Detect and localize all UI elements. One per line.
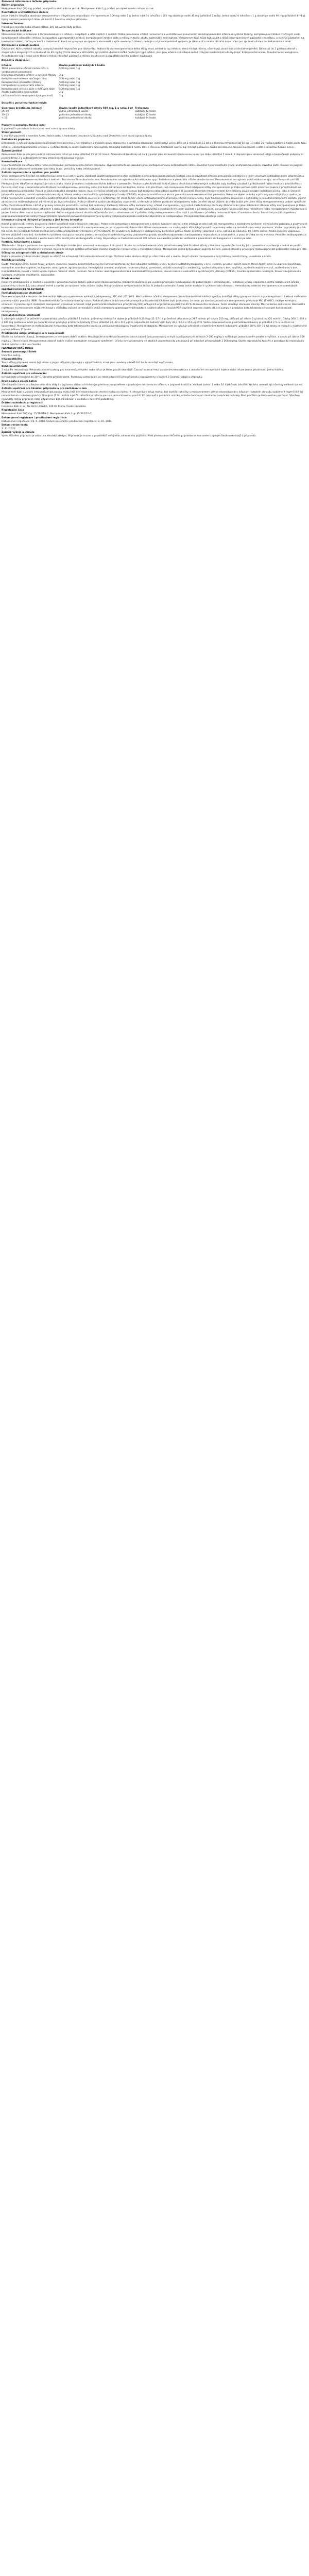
chapter-heading: FARMAKOLOGICKÉ VLASTNOSTI <box>2 289 44 292</box>
dosage-table-cell: 500 mg nebo 1 g <box>59 81 80 84</box>
paragraph-text: Hypersenzitivita na léčivou látku nebo na kteroukoli pomocnou látku tohoto přípravku. Hypersenzitivita na jakoukoli jinou karbapenemovou antibakteriální látku. Závažná hypersenzitivita (např. anafylaktická reakce, závažná kožní reakce) na jakýkoli jiný typ beta-laktamové antibakteriální látky (např. peniciliny nebo cefalosporiny). <box>2 164 303 171</box>
section-heading: Název přípravku <box>2 4 24 7</box>
renal-table-cell: 10–25 <box>2 113 9 116</box>
paragraph-heading: Druh obalu a obsah balení <box>2 380 38 383</box>
dosage-table-cell: Komplikované infekce kůže a měkkých tkání <box>2 88 55 91</box>
paragraph-heading: Předávkování <box>2 277 20 280</box>
renal-table-column-header: Frekvence <box>134 107 149 110</box>
dosage-table-row <box>2 78 107 81</box>
dosage-table-row <box>2 91 107 95</box>
section-text: Dávkování: Níže uvedené tabulky poskytují obecné doporučení pro dávkování. Podaná dávka meropenemu a délka léčby musí zohlednit typ infekce, která má být léčena, včetně její závažnosti a klinické odpovědi. Dávka až do 2 g třikrát denně u dospělých a dospívajících a dávka až do 40 mg/kg třikrát denně u dětí může být zvláště vhodná k léčbě některých typů infekcí, jako jsou infekce způsobené méně citlivými bakteriálními druhy (např. Enterobacteriaceae, Pseudomonas aeruginosa, Acinetobacter spp.) nebo velmi těžké infekce. Při léčbě pacientů s renální insuficiencí je zapotřebí dalšího zvážení dávkování. <box>2 48 299 58</box>
paragraph-text: Relativní předávkování je možné u pacientů s poruchou funkce ledvin, pokud není dávka upravena. Omezené zkušenosti po uvedení přípravku na trh ukazují, že pokud dojde k předávkování, nežádoucí účinky odpovídají profilu nežádoucích účinků popsanému v bodě 4.8, jsou obecně mírné a vymizí po vysazení nebo snížení dávky. Má být zvážena symptomatická léčba. U jedinců s normální funkcí ledvin dochází k rychlé renální eliminaci. Hemodialýza odstraní meropenem a jeho metabolit. <box>2 281 299 288</box>
paragraph-text: Meropenem Kabi k podání intravenózní bolusovou injekcí má být rekonstituován sterilní vodou na injekci. K intravenózní infuzi mohou být injekční lahvičky s meropenemem přímo rekonstituovány infuzním roztokem chloridu sodného 9 mg/ml (0,9 %) nebo infuzním roztokem glukózy 50 mg/ml (5 %). Každá injekční lahvička je určena pouze k jednorázovému použití. Při přípravě a podávání roztoku je třeba dodržovat standardní aseptické techniky. Před použitím je třeba roztok protřepat. Všechen nepoužitý léčivý přípravek nebo odpad musí být zlikvidován v souladu s místními požadavky. <box>2 391 303 401</box>
paragraph-heading: Datum revize textu <box>2 423 28 427</box>
paragraph-heading: Předklinické údaje vztahující se k bezpečnosti <box>2 332 64 335</box>
dosage-table-cell: 500 mg nebo 1 g <box>59 84 80 88</box>
paragraph-text: Datum první registrace: 19. 5. 2010. Datum posledního prodloužení registrace: 8. 10. 2014. <box>2 420 113 423</box>
paragraph-text: Nebyly provedeny žádné studie týkající se účinků na schopnost řídit nebo obsluhovat stroje. Při řízení nebo obsluze strojů je však třeba vzít v úvahu, že při užívání meropenemu byly hlášeny bolesti hlavy, parestezie a křeče. <box>2 256 272 259</box>
section-text: Meropenem Kabi je indikován k léčbě následujících infekcí u dospělých a dětí starších 3 měsíců: těžká pneumonie včetně nemocniční a ventilátorové pneumonie; bronchopulmonální infekce u cystické fibrózy; komplikované infekce močových cest; komplikované nitrobřišní infekce; intrapartální a postpartální infekce; komplikované infekce kůže a měkkých tkání; akutní bakteriální meningitida. Meropenem Kabi může být použit k léčbě neutropenických pacientů s horečkou, u nichž je podezření na bakteriální infekci. Léčba pacientů s bakteriemií, která se vyskytuje ve spojení s kteroukoli z výše uvedených infekcí, nebo je s ní pravděpodobně spojena. Je třeba vzít v úvahu oficiální doporučení pro správné užívání antibakteriálních látek. <box>2 33 304 44</box>
dosage-table-column-header: Infekce <box>2 64 12 67</box>
paragraph-text: Studie na zvířatech ukazují, že meropenem je ledvinami dobře snášen. Histologické známky poškození renálních tubulů byly pozorovány u myší a psů pouze při dávkách 2 000 mg/kg a vyšších po jednorázovém podání a vyšších, a u opic při dávce 500 mg/kg v 7denní studii. Meropenem je obecně dobře snášen centrálním nervovým systémem. Účinky byly pozorovány ve studiích akutní toxicity u hlodavců při dávkách přesahujících 1 000 mg/kg. Studie reprodukční toxicity a genotoxicity neprokázaly žádné zvláštní riziko pro člověka. <box>2 336 305 346</box>
dosage-table-cell: 2 g <box>59 91 63 94</box>
dosage-table-cell: 2 g <box>59 74 63 77</box>
dosage-table-cell: 500 mg nebo 1 g <box>59 88 80 91</box>
paragraph-text: U pacientů s poruchou funkce jater není nutná úprava dávky. <box>2 128 76 131</box>
paragraph-heading: Účinky na schopnost řídit a obsluhovat stroje <box>2 252 64 255</box>
section-heading: Terapeutické indikace <box>2 29 31 32</box>
paragraph-text: Tento léčivý přípravek nesmí být mísen s jinými léčivými přípravky s výjimkou těch, které jsou uvedeny v bodě 6.6 Souhrnu údajů o přípravku. <box>2 362 174 365</box>
dosage-table-cell: 500 mg nebo 1 g <box>59 77 80 80</box>
paragraph-text: Farmakoterapeutická skupina: antibakteriální látky pro systémovou aplikaci, karbapenemy, ATC kód: J01DH02. Mechanismus účinku: Meropenem působí baktericidně inhibicí syntézy buněčné stěny grampozitivních a gramnegativních bakterií vazbou na proteiny vážící penicilin (PBP). Farmakokinetický/farmakodynamický vztah: Podobně jako u jiných beta-laktamových antibakteriálních látek bylo prokázáno, že doba, po kterou koncentrace meropenemu přesahuje MIC (T>MIC), nejlépe koreluje s účinností. V preklinických modelech meropenem vykazoval účinnost, když plazmatické koncentrace převyšovaly MIC infikujících organismů po přibližně 40 % dávkovacího intervalu. Tento cíl nebyl stanoven klinicky. Mechanismus rezistence: Bakteriální rezistence na meropenem může vzniknout v důsledku snížené permeability vnější membrány gramnegativních bakterií, snížené afinity cílových PBP, zvýšené exprese složek efluxní pumpy a produkce beta-laktamáz schopných hydrolyzovat karbapenemy. <box>2 296 307 313</box>
dosage-table-row <box>2 95 107 98</box>
renal-table-cell: každých 24 hodin <box>134 117 157 120</box>
renal-table-cell: každých 12 hodin <box>134 113 157 116</box>
paragraph-heading: Registrační čísla <box>2 409 24 412</box>
renal-table-column-header: Clearance kreatininu (ml/min) <box>2 107 42 110</box>
dosage-table-cell: Těžká pneumonie včetně nemocniční a ventilátorové pneumonie <box>2 67 49 74</box>
dosage-table-cell: Akutní bakteriální meningitida <box>2 91 38 94</box>
section-heading: Lékovou formou <box>2 22 24 25</box>
paragraph-heading: Držitel rozhodnutí o registraci <box>2 402 43 405</box>
paragraph-heading: Způsob podání <box>2 149 22 152</box>
paragraph-text: Děti mladší 3 měsíců: Bezpečnost a účinnost meropenemu u dětí mladších 3 měsíců nebyly stanoveny a optimální dávkovací režim nebyl určen. Děti od 3 měsíců do 11 let a s tělesnou hmotností do 50 kg: 10 nebo 20 mg/kg každých 8 hodin podle typu infekce, u bronchopulmonální infekce u cystické fibrózy a akutní bakteriální meningitidy 40 mg/kg každých 8 hodin. Děti s tělesnou hmotností nad 50 kg: má být podávána dávka pro dospělé. Nejsou zkušenosti u dětí s poruchou funkce ledvin. <box>2 142 307 149</box>
paragraph-text: Časté: trombocytemie, bolest hlavy, průjem, zvracení, nauzea, bolest břicha, zvýšení aminotransferáz, zvýšení alkalické fosfatázy v krvi, zvýšení laktátdehydrogenázy v krvi, vyrážka, pruritus, zánět, bolest. Méně časté: orální a vaginální kandidóza, eozinofilie, trombocytopenie, leukopenie, neutropenie, agranulocytóza, hemolytická anemie, anafylaxe, hypersenzitivita, parestezie, kolitida související s antibiotiky, zvýšení bilirubinu v krvi, kopřivka, zvýšení kreatininu v krvi, zvýšení urey v krvi, tromboflebitida, bolest v místě vpichu injekce. Vzácné: křeče, delirium. Není známo: akutní generalizovaná exantematózní pustulóza, léková reakce s eozinofilií a systémovými příznaky (DRESS), toxická epidermální nekrolýza, Stevensův-Johnsonův syndrom, erythema multiforme, angioedém. <box>2 263 302 277</box>
dosage-table-cell: Bronchopulmonální infekce u cystické fibrózy <box>2 74 57 77</box>
section-text: Prášek pro injekční nebo infuzní roztok. Bílý až světle žlutý prášek. <box>2 26 82 29</box>
renal-table-row <box>2 110 158 114</box>
renal-table-cell: každých 12 hodin <box>134 110 157 113</box>
paragraph-text: Těhotenství: Údaje o podávání meropenemu těhotným ženám jsou omezené nebo nejsou k dispozici. Studie na zvířatech nenaznačují přímé nebo nepřímé škodlivé účinky z hlediska reprodukční toxicity. Jako preventivní opatření je vhodné se použití meropenemu během těhotenství vyhnout. Kojení: U lidí byla zjištěna přítomnost malého množství meropenemu v mateřském mléce. Meropenem nemá být používán kojícími ženami, pokud případný přínos pro matku nepřeváží potenciální riziko pro dítě. <box>2 245 307 251</box>
renal-table-cell: < 10 <box>2 117 8 120</box>
dosage-table <box>2 64 107 98</box>
paragraph-heading: Seznam pomocných látek <box>2 350 37 353</box>
dosage-table-cell: 1 g <box>59 94 63 97</box>
paragraph-heading: Nežádoucí účinky <box>2 259 26 262</box>
paragraph-text: U starších pacientů s normální funkcí ledvin nebo s hodnotami clearance kreatininu nad 50 ml/min není nutná úprava dávky. <box>2 135 152 138</box>
dosage-table-column-header: Dávka podávaná každých 8 hodin <box>59 64 105 67</box>
paragraph-heading: Pacienti s poruchou funkce jater <box>2 124 46 127</box>
renal-table-cell: polovina jednotkové dávky <box>59 117 92 120</box>
paragraph-heading: Inkompatibility <box>2 358 23 361</box>
section-text: Meropenem Kabi 500 mg prášek pro injekční nebo infuzní roztok. Meropenem Kabi 1 g prášek pro injekční nebo infuzní roztok. <box>2 8 154 11</box>
renal-table-column-header: Dávka (podle jednotkové dávky 500 mg, 1 g nebo 2 g) <box>59 107 133 110</box>
dosage-table-row <box>2 67 107 74</box>
paragraph-text: U zdravých subjektů je průměrný plazmatický poločas přibližně 1 hodina; průměrný distribuční objem je přibližně 0,25 l/kg (11–27 l) a průměrná clearance je 287 ml/min při dávce 250 mg, přičemž při dávce 2 g klesá na 205 ml/min. Dávky 500, 1 000 a 2 000 mg podávané infuzí po dobu 30 minut poskytují průměrné hodnoty Cmax přibližně 23, 49 a 115 µg/ml, odpovídající hodnoty AUC byly 39,3, 62,3 a 153 µg.h/ml. Vazba meropenemu na plazmatické bílkoviny je přibližně 2 % a nezávisí na koncentraci. Meropenem je metabolizován hydrolýzou beta-laktamového kruhu za vzniku mikrobiologicky inaktivního metabolitu. Meropenem se vylučuje převážně v nezměněné formě ledvinami; přibližně 70 % (50–75 %) dávky se vyloučí v nezměněné podobě během 12 hodin. <box>2 317 307 332</box>
paragraph-heading: Zvláštní opatření pro uchovávání <box>2 372 47 376</box>
paragraph-text: 3 roky. Po rekonstituci: Rekonstituované roztoky pro intravenózní injekci nebo infuzi je třeba použít okamžitě. Časový interval mezi zahájením rekonstituce a ukončením intravenózní injekce nebo infuze nemá přesáhnout jednu hodinu. <box>2 369 284 372</box>
paragraph-heading: Farmakokinetické vlastnosti <box>2 314 40 317</box>
paragraph-heading: Zvláštní opatření pro likvidaci přípravku a pro zacházení s ním <box>2 387 87 390</box>
chapter-heading: FARMACEUTICKÉ ÚDAJE <box>2 347 33 350</box>
paragraph-text: 20ml injekční lahvička z bezbarvého skla třídy I s pryžovou zátkou a hliníkovým pertlovacím uzávěrem s plastovým odtrhovacím víčkem, v papírové krabičce. Velikost balení: 1 nebo 10 injekčních lahviček. Na trhu nemusí být všechny velikosti balení. <box>2 383 303 386</box>
renal-table-cell: jedna jednotková dávka <box>59 110 89 113</box>
paragraph-heading: Interakce s jinými léčivými přípravky a jiné formy interakce <box>2 219 83 222</box>
paragraph-text: Výdej léčivého přípravku je vázán na lékařský předpis. Přípravek je hrazen z prostředků veřejného zdravotního pojištění. Před předepsáním léčivého přípravku se seznamte s úplným Souhrnem údajů o přípravku. <box>2 434 256 437</box>
paragraph-text: Meropenem Kabi se obvykle podává intravenózní infuzí po dobu přibližně 15 až 30 minut. Alternativně lze dávky až do 1 g podat jako intravenózní bolusovou injekci po dobu přibližně 5 minut. K dispozici jsou omezené údaje o bezpečnosti podporující podání dávky 2 g u dospělých formou intravenózní bolusové injekce. <box>2 153 303 160</box>
paragraph-heading: Zvláštní upozornění a opatření pro použití <box>2 172 59 175</box>
section-heading: Kvalitativní a kvantitativní složení <box>2 11 48 14</box>
paragraph-text: Výběr meropenemu k léčbě jednotlivého pacienta musí vzít v úvahu vhodnost použití karbapenemového antibakteriálního přípravku na základě faktorů, jako je závažnost infekce, prevalence rezistence k jiným vhodným antibakteriálním přípravkům a riziko selekce karbapenem-rezistentních bakterií. Rezistence Enterobacteriaceae, Pseudomonas aeruginosa a Acinetobacter spp.: Rezistence k penemům u Enterobacteriaceae, Pseudomonas aeruginosa a Acinetobacter spp. se v Evropské unii liší. Předepisujícím lékařům se doporučuje vzít v úvahu místní prevalenci rezistence těchto bakterií k penemům. Reakce z přecitlivělosti: Stejně jako u všech beta-laktamových antibiotik byly hlášeny závažné a příležitostně fatální reakce z přecitlivělosti. Pacienti, kteří mají v anamnéze přecitlivělost na karbapenemy, peniciliny nebo jiná beta-laktamová antibiotika, mohou být přecitlivělí i na meropenem. Před zahájením léčby meropenemem je třeba pečlivě zjistit předchozí reakce z přecitlivělosti na beta-laktamová antibiotika. Pokud se objeví závažná alergická reakce, musí být léčivý přípravek vysazen a musí být zahájena odpovídající opatření. U pacientů léčených meropenemem byly hlášeny závažné kožní nežádoucí účinky, jako je Stevens-Johnsonův syndrom, toxická epidermální nekrolýza, léková reakce s eozinofilií a systémovými příznaky (DRESS), erythema multiforme a akutní generalizovaná exantematózní pustulóza. Pokud se objeví známky a příznaky naznačující tyto reakce, je třeba meropenem okamžitě vysadit a zvážit alternativní léčbu. Kolitida související s antibiotiky: Při léčbě téměř všemi antibakteriálními přípravky, včetně meropenemu, byla hlášena kolitida související s antibiotiky a pseudomembranózní kolitida, jejichž závažnost se může pohybovat od mírné až po život ohrožující. Proto je důležité zvážit tuto diagnózu u pacientů, u kterých se během podávání meropenemu nebo po něm objeví průjem. Je třeba zvážit přerušení léčby meropenemem a podání specifické léčby Clostridium difficile. Léčivé přípravky inhibující peristaltiku nemají být podávány. Záchvaty: Během léčby karbapenemy, včetně meropenemu, byly méně často hlášeny záchvaty. Monitorování jaterních funkcí: Během léčby meropenemem je třeba pečlivě sledovat jaterní funkce vzhledem k riziku hepatotoxicity (jaterní dysfunkce s cholestázou a cytolýzou). Použití u pacientů s onemocněním jater: pacienti s již existujícími poruchami funkce jater mají mít během léčby meropenemem monitorovány jaterní funkce. Není nutná úprava dávkování. Přímá antiglobulinová zkouška (Coombsův test) – sérokonverze: V průběhu léčby meropenemem může dojít k pozitivnímu přímému nebo nepřímému Coombsovu testu. Souběžné použití s kyselinou valproovou/valproátem sodným/valpromidem: Současné podávání meropenemu a kyseliny valproové/valproátu sodného/valpromidu se nedoporučuje. Meropenem Kabi obsahuje sodík. <box>2 175 307 218</box>
renal-table <box>2 107 158 121</box>
dosage-table-cell: Intrapartální a postpartální infekce <box>2 84 44 88</box>
paragraph-heading: Datum první registrace / prodloužení registrace <box>2 416 67 419</box>
dosage-table-title: Dospělí a dospívající <box>2 59 30 62</box>
dosage-table-cell: Komplikované infekce močových cest <box>2 77 47 80</box>
paragraph-heading: Starší pacienti <box>2 131 22 134</box>
document-title: Zkrácené informace o léčivém přípravku <box>2 1 57 3</box>
dosage-table-row <box>2 74 107 78</box>
paragraph-heading: Doba použitelnosti <box>2 365 27 368</box>
section-text: Jedna injekční lahvička obsahuje meropenemum trihydricum odpovídající meropenemum 500 mg nebo 1 g. Jedna injekční lahvička s 500 mg obsahuje sodík 45 mg (přibližně 2 mEq). Jedna injekční lahvička s 1 g obsahuje sodík 90 mg (přibližně 4 mEq). Úplný seznam pomocných látek viz bod 6.1 Souhrnu údajů o přípravku. <box>2 15 306 22</box>
dosage-table-row <box>2 84 107 88</box>
paragraph-heading: Fertilita, těhotenství a kojení <box>2 241 42 244</box>
paragraph-heading: Pediatrická populace <box>2 139 30 142</box>
section-heading: Dávkování a způsob podání <box>2 44 39 47</box>
paragraph-heading: Způsob výdeje a úhrada <box>2 431 35 434</box>
renal-table-cell: polovina jednotkové dávky <box>59 113 92 116</box>
paragraph-text: Meropenem Kabi 500 mg: 15/390/10-C. Meropenem Kabi 1 g: 15/391/10-C. <box>2 413 93 416</box>
renal-table-row <box>2 117 158 121</box>
document-body <box>0 0 309 441</box>
paragraph-text: Kromě probenecidu nebyly provedeny žádné specifické studie lékových interakcí. Probenecid kompetuje s meropenemem o aktivní tubulární sekreci a tím inhibuje renální exkreci meropenemu s následným zvýšením eliminačního poločasu a plazmatické koncentrace meropenemu. Pokud je probenecid podáván souběžně s meropenemem, je nutná opatrnost. Potenciální účinek meropenemu na vazbu jiných léčivých přípravků na proteiny nebo na metabolismus nebyl studován. Vazba na proteiny je však tak nízká, že na základě tohoto mechanismu nelze předpokládat interakci s jinými látkami. Při souběžném podávání s karbapenemy byl hlášen pokles hladin kyseliny valproové v krvi, což má za následek 60–100% snížení hladin kyseliny valproové během přibližně dvou dnů. Vzhledem k rychlému nástupu a rozsahu poklesu se současné podávání kyseliny valproové/valproátu sodného/valpromidu s karbapenemy nepovažuje za zvladatelné, a proto je třeba se mu vyhnout. Perorální antikoagulancia: Současné podávání antibiotik s warfarinem může zesílit jeho antikoagulační účinky. Doporučuje se často kontrolovat INR během současného podávání antibiotik s perorálními antikoagulancii a krátce po něm. <box>2 223 307 240</box>
dosage-table-cell: Komplikované nitrobřišní infekce <box>2 81 41 84</box>
dosage-table-cell: 500 mg nebo 1 g <box>59 67 80 71</box>
renal-table-cell: 26–50 <box>2 110 9 113</box>
paragraph-text: Fresenius Kabi s.r.o., Na Strži 1702/65, 140 00 Praha, Česká republika. <box>2 405 87 409</box>
renal-table-title: Dospělí s poruchou funkce ledvin <box>2 101 47 105</box>
paragraph-text: Uchovávejte při teplotě do 30 °C. Chraňte před mrazem. Podmínky uchovávání po rekonstituci léčivého přípravku jsou uvedeny v bodě 6.3 Souhrnu údajů o přípravku. <box>2 376 203 379</box>
paragraph-heading: Farmakodynamické vlastnosti <box>2 292 42 295</box>
dosage-table-cell: Léčba febrilních neutropenických pacientů <box>2 94 53 97</box>
paragraph-heading: Kontraindikace <box>2 160 22 163</box>
paragraph-text: 2. 11. 2022. <box>2 427 16 430</box>
paragraph-text: Uhličitan sodný. <box>2 354 21 357</box>
